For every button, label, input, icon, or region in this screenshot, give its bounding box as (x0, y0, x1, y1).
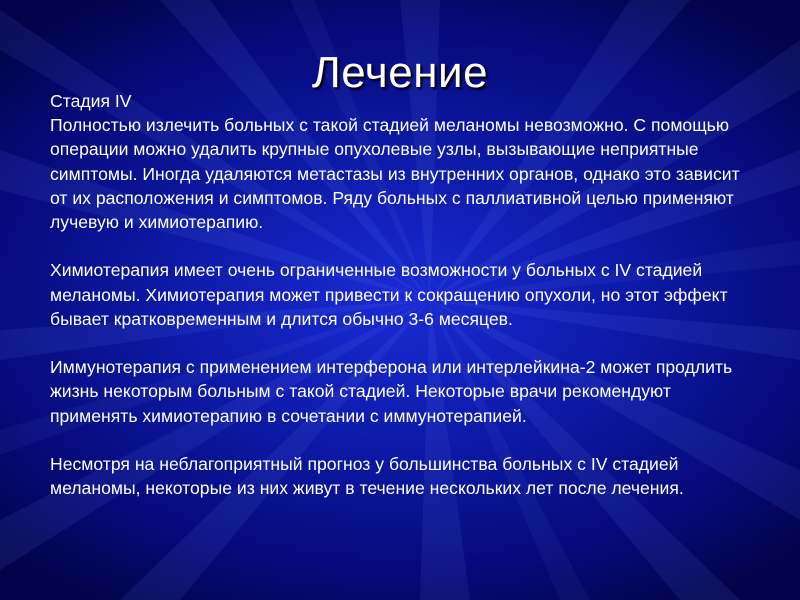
paragraph-chemotherapy: Химиотерапия имеет очень ограниченные возможности у больных с IV стадией меланомы. Химиотерапия может привести к сокращению опухоли, но этот эффект бывает кратковременным и длится обычно 3-6 месяцев. (50, 260, 728, 329)
slide-title: Лечение (311, 48, 489, 97)
paragraph-prognosis: Несмотря на неблагоприятный прогноз у большинства больных с IV стадией меланомы, некоторые из них живут в течение нескольких лет после лечения. (50, 454, 684, 499)
paragraph-immunotherapy: Иммунотерапия с применением интерферона или интерлейкина-2 может продлить жизнь некоторым больным с такой стадией. Некоторые врачи рекомендуют применять химиотерапию в сочетании с иммунотерапией. (50, 357, 733, 426)
stage-label: Стадия IV (50, 91, 132, 111)
paragraph-surgery: Полностью излечить больных с такой стадией меланомы невозможно. С помощью операции можно удалить крупные опухолевые узлы, вызывающие неприятные симптомы. Иногда удаляются метастазы из внутренних органов, однако это зависит от их расположения и симптомов. Ряду больных с паллиативной целью применяют лучевую и химиотерапию. (50, 115, 740, 233)
slide-body (50, 89, 750, 525)
